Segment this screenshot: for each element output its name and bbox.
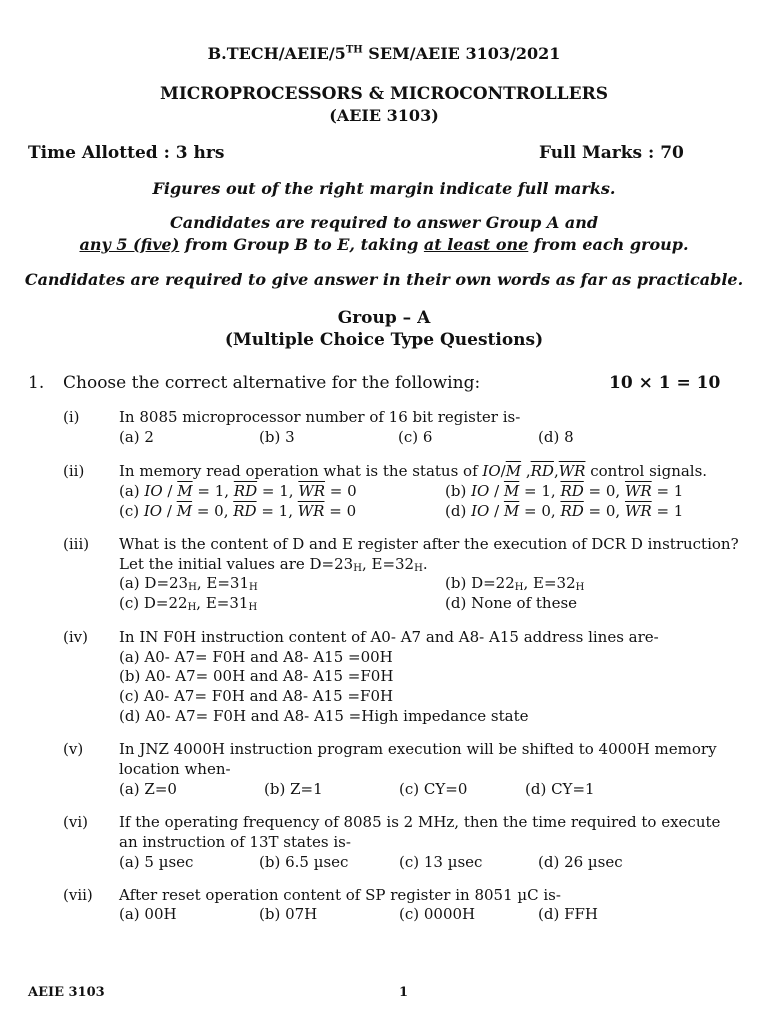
- option-a: (a) A0- A7= F0H and A8- A15 =00H: [119, 648, 393, 666]
- option-a: (a) 5 µsec: [119, 853, 194, 871]
- option-a: (a) Z=0: [119, 780, 177, 798]
- subject-code: (AEIE 3103): [329, 106, 439, 125]
- sub-question: After reset operation content of SP register in 8051 µC is-: [119, 886, 561, 904]
- option-c: (c) A0- A7= F0H and A8- A15 =F0H: [119, 687, 394, 705]
- sub-question: In 8085 microprocessor number of 16 bit register is-: [119, 408, 521, 426]
- instruction-own-words: Candidates are required to give answer in their own words as far as practicable.: [24, 270, 744, 289]
- sub-question: In JNZ 4000H instruction program execution will be shifted to 4000H memory: [119, 740, 717, 758]
- option-d: (d) 8: [538, 428, 574, 446]
- option-b: (b) A0- A7= 00H and A8- A15 =F0H: [119, 667, 394, 685]
- option-a: (a) IO / $\overline{M} = 1$, $\overline{RD} = 1$, $\overline{WR} = 0$: [119, 482, 357, 500]
- option-c: (c) IO / $\overline{M} = 0$, $\overline{RD} = 1$, $\overline{WR} = 0$: [119, 502, 357, 520]
- sub-number: (ii): [63, 462, 85, 480]
- instruction-groups: any 5 (five) from Group B to E, taking at least one from each group.: [79, 235, 689, 254]
- option-c: (c) 6: [398, 428, 433, 446]
- sub-question-line2: Let the initial values are $D=23_H$, $E=32_H$.: [119, 555, 428, 574]
- option-d: (d) IO / $\overline{M} = 0$, $\overline{RD} = 0$, $\overline{WR} = 1$: [445, 502, 684, 520]
- footer-code: AEIE 3103: [28, 985, 105, 1000]
- option-b: (b) 07H: [259, 905, 318, 923]
- sub-question: What is the content of D and E register after the execution of DCR D instruction?: [119, 535, 739, 553]
- sub-number: (vii): [63, 886, 93, 904]
- full-marks: Full Marks : 70: [539, 143, 684, 163]
- question-marks: 10 × 1 = 10: [609, 373, 721, 393]
- option-d: (d) CY=1: [525, 780, 595, 798]
- sub-question: In IN F0H instruction content of A0- A7 and A8- A15 address lines are-: [119, 628, 659, 646]
- option-c: (c) $D=22_H$, $E=31_H$: [119, 594, 258, 613]
- instruction-answer: Candidates are required to answer Group A and: [169, 213, 599, 232]
- question-number: 1.: [28, 373, 45, 393]
- sub-question: In memory read operation what is the status of $IO/\overline{M}$ $,\overline{RD},\overline{WR}$ control signals.: [119, 462, 708, 480]
- option-a: (a) $D=23_H$, $E=31_H$: [119, 574, 258, 593]
- sub-question: If the operating frequency of 8085 is 2 MHz, then the time required to execute: [119, 813, 721, 831]
- option-b: (b) IO / $\overline{M} = 1$, $\overline{RD} = 0$, $\overline{WR} = 1$: [445, 482, 684, 500]
- sub-number: (v): [63, 740, 84, 758]
- option-a: (a) 2: [119, 428, 154, 446]
- group-title: Group – A: [337, 308, 431, 328]
- sub-question-line2: location when-: [119, 760, 231, 778]
- sub-number: (iii): [63, 535, 90, 553]
- instruction-marks: Figures out of the right margin indicate full marks.: [152, 179, 616, 198]
- option-c: (c) 13 µsec: [399, 853, 483, 871]
- option-b: (b) 3: [259, 428, 295, 446]
- option-d: (d) FFH: [538, 905, 598, 923]
- sub-number: (vi): [63, 813, 88, 831]
- option-d: (d) 26 µsec: [538, 853, 623, 871]
- page-number: 1: [399, 985, 409, 1000]
- question-text: Choose the correct alternative for the following:: [63, 373, 481, 393]
- option-c: (c) 0000H: [399, 905, 476, 923]
- sub-question-line2: an instruction of 13T states is-: [119, 833, 351, 851]
- option-c: (c) CY=0: [399, 780, 468, 798]
- sub-number: (i): [63, 408, 80, 426]
- option-b: (b) Z=1: [264, 780, 323, 798]
- subject-title: MICROPROCESSORS & MICROCONTROLLERS: [160, 84, 608, 104]
- option-b: (b) $D=22_H$, $E=32_H$: [445, 574, 585, 593]
- option-d: (d) None of these: [445, 594, 578, 612]
- option-d: (d) A0- A7= F0H and A8- A15 =High impedance state: [119, 707, 529, 725]
- option-b: (b) 6.5 µsec: [259, 853, 349, 871]
- exam-code: B.TECH/AEIE/5TH SEM/AEIE 3103/2021: [207, 44, 561, 63]
- time-allotted: Time Allotted : 3 hrs: [28, 143, 225, 163]
- option-a: (a) 00H: [119, 905, 177, 923]
- sub-number: (iv): [63, 628, 88, 646]
- group-subtitle: (Multiple Choice Type Questions): [224, 330, 544, 350]
